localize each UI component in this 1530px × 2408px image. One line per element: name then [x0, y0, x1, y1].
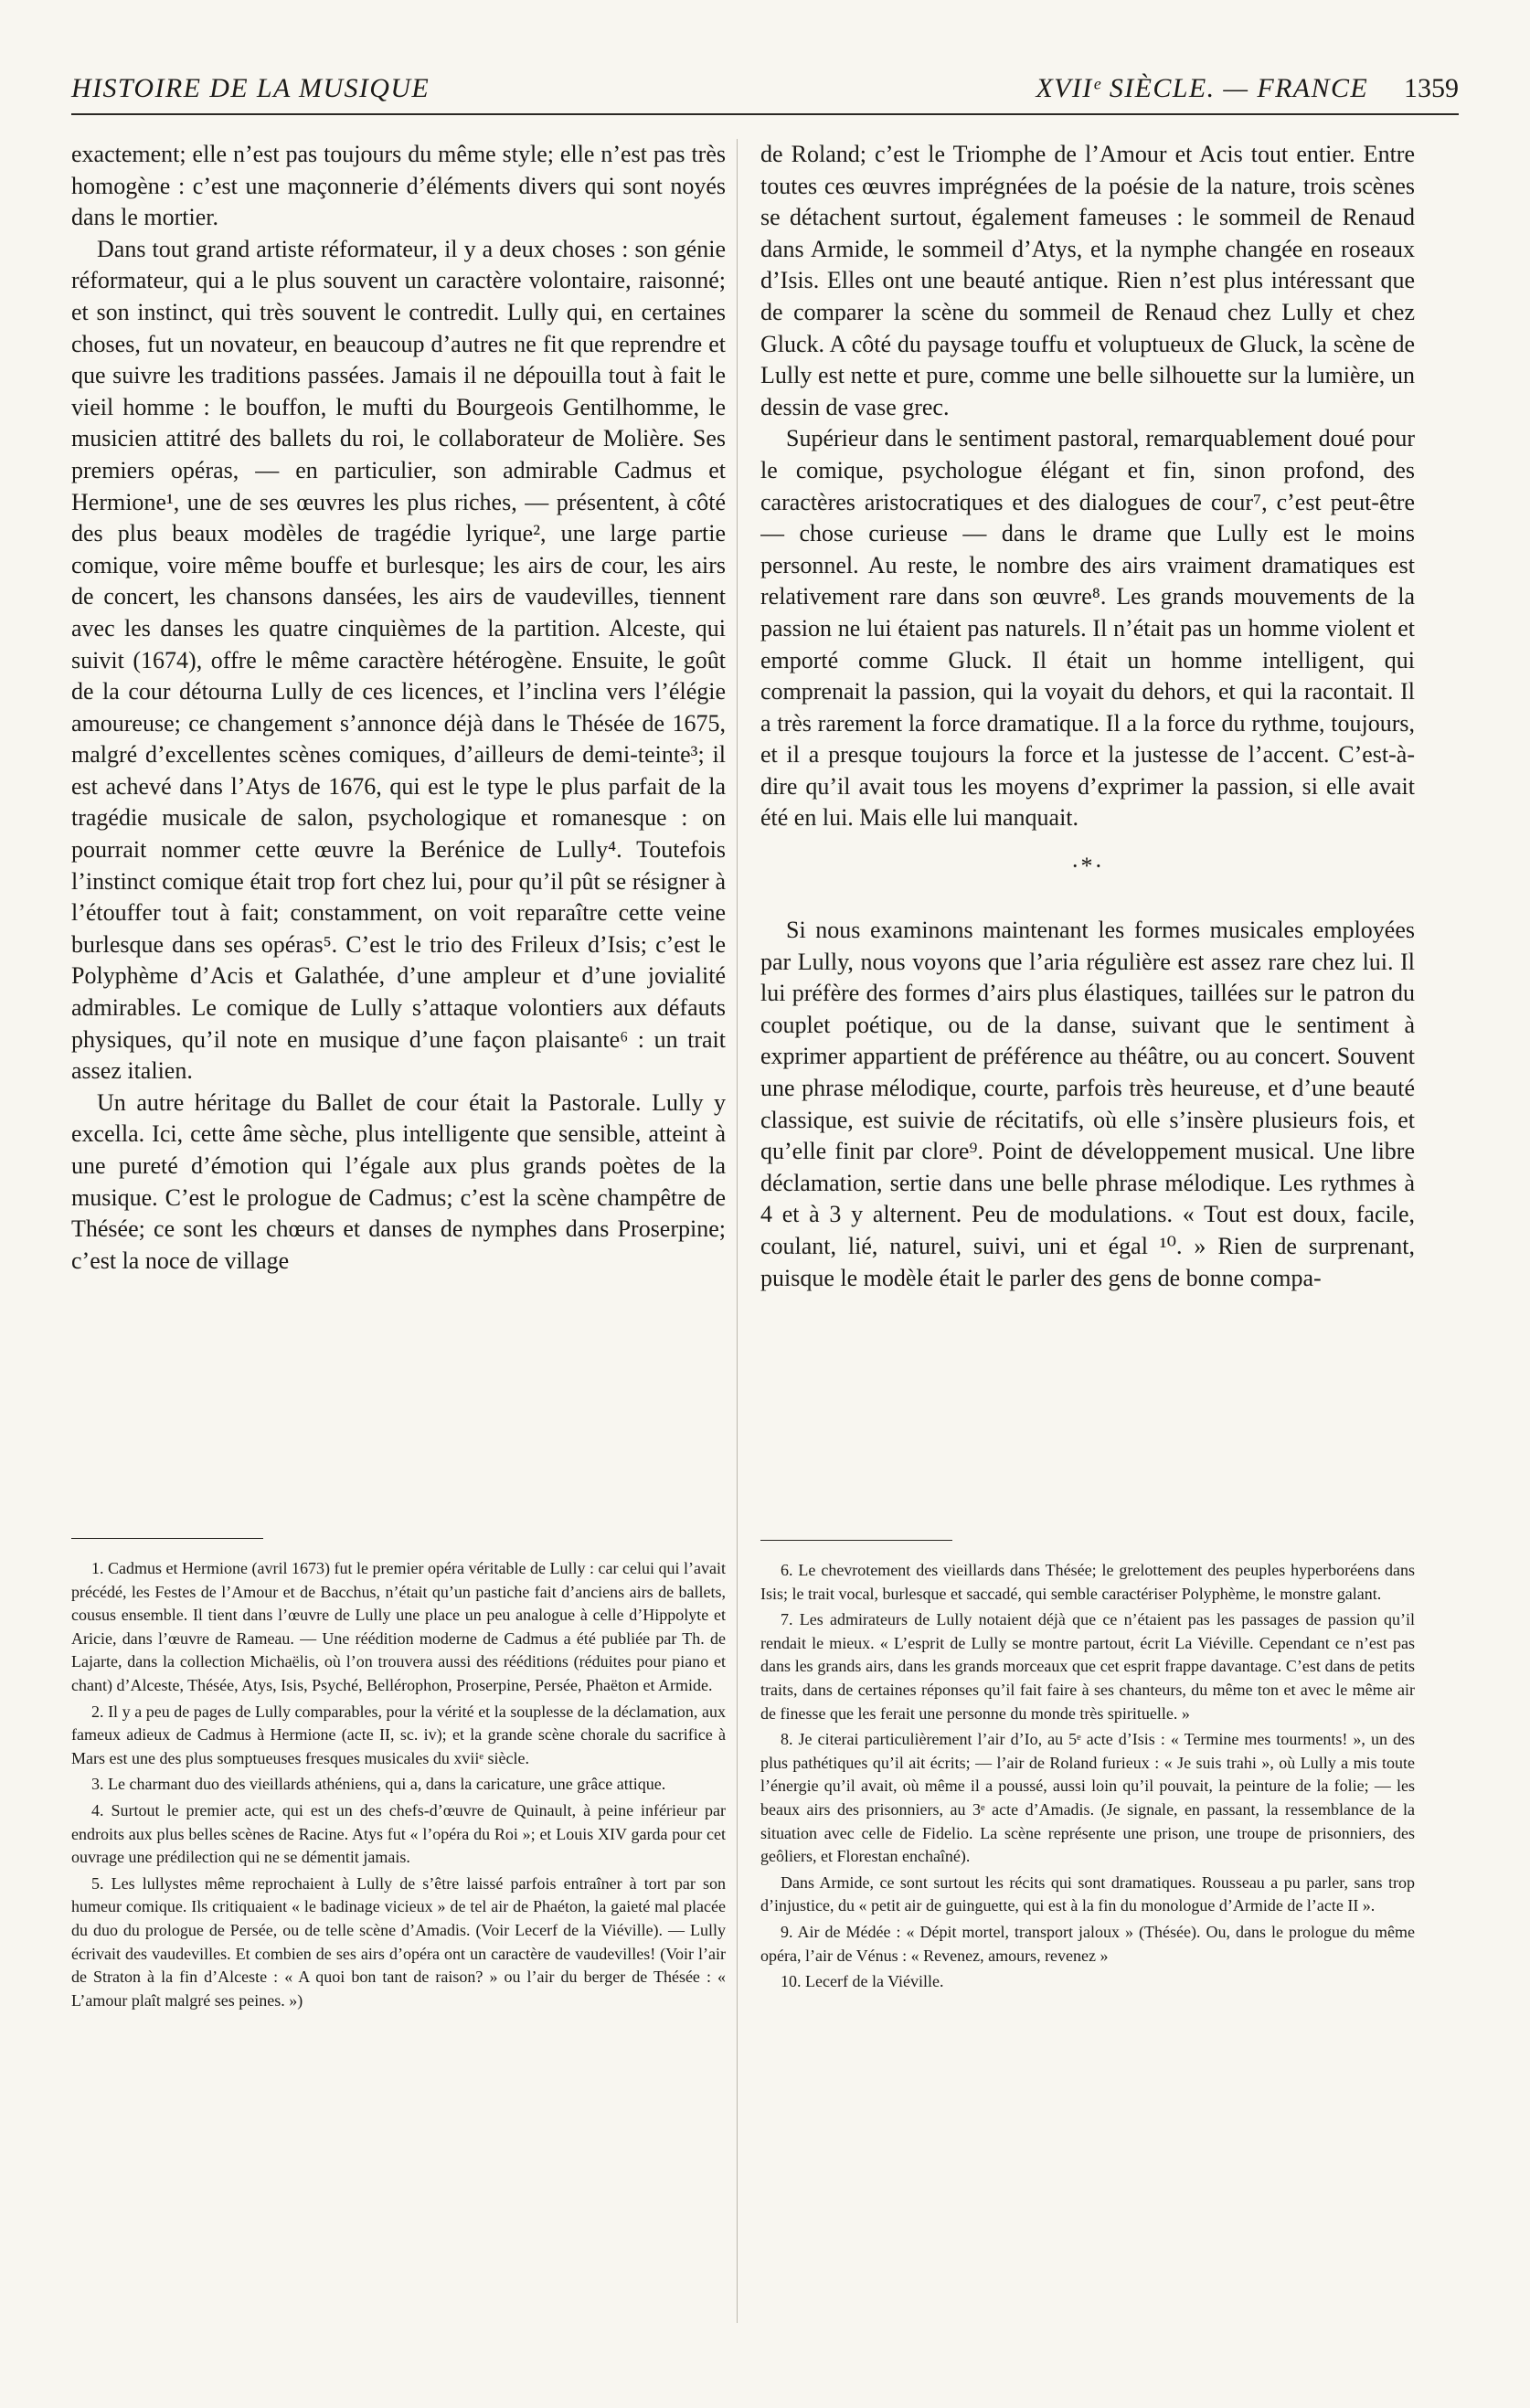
- footnote: 3. Le charmant duo des vieillards athéniens, qui a, dans la caricature, une grâce attique.: [91, 1775, 666, 1794]
- paragraph: exactement; elle n’est pas toujours du même style; elle n’est pas très homogène : c’est une maçonnerie d’éléments divers qui sont noyés dans le mortier.: [71, 141, 726, 231]
- left-body-text: [71, 139, 726, 1514]
- footnote: 9. Air de Médée : « Dépit mortel, transport jaloux » (Thésée). Ou, dans le prologue du même opéra, l’air de Vénus : « Revenez, amours, revenez »: [760, 1922, 1415, 1965]
- page-number: 1359: [1404, 73, 1459, 103]
- footnote: Dans Armide, ce sont surtout les récits qui sont dramatiques. Rousseau a pu parler, sans trop d’injustice, du « petit air de guinguette, qui est à la fin du monologue d’Armide de l’acte II ».: [760, 1872, 1415, 1915]
- footnote: 6. Le chevrotement des vieillards dans Thésée; le grelottement des peuples hyperboréens dans Isis; le trait vocal, burlesque et saccadé, qui semble caractériser Polyphème, le monstre galant.: [760, 1561, 1415, 1603]
- right-body-text: [760, 139, 1415, 1516]
- footnote: 1. Cadmus et Hermione (avril 1673) fut le premier opéra véritable de Lully : car celui qui l’avait précédé, les Festes de l’Amour et de Bacchus, n’était qu’un pastiche fait d’anciens airs de ballets, cousus ensemble. Il tient dans l’œuvre de Lully une place un peu analogue à celle d’Hippolyte et Aricie, dans l’œuvre de Rameau. — Une réédition moderne de Cadmus a été publiée par Th. de Lajarte, dans la collection Michaëlis, où l’on trouvera aussi des rééditions (réduites pour piano et chant) d’Alceste, Thésée, Atys, Isis, Psyché, Bellérophon, Proserpine, Persée, Phaëton et Armide.: [71, 1559, 726, 1694]
- footnote: 8. Je citerai particulièrement l’air d’Io, au 5ᵉ acte d’Isis : « Termine mes tourments! », un des plus pathétiques qu’il ait écrits; — l’air de Roland furieux : « Je suis trahi », où Lully a mis toute l’énergie qu’il avait, où même il a poussé, aussi loin qu’il pouvait, la peinture de la folie; — les beaux airs des prisonniers, au 3ᵉ acte d’Amadis. (Je signale, en passant, la ressemblance de la situation avec celle de Fidelio. La scène représente une prison, une troupe de prisonniers, des geôliers, et Florestan enchaîné).: [760, 1730, 1415, 1866]
- right-footnotes: [760, 1559, 1415, 1994]
- footnote: 7. Les admirateurs de Lully notaient déjà que ce n’étaient pas les passages de passion qu’il rendait le mieux. « L’esprit de Lully se montre partout, écrit La Viéville. Cependant ce n’est pas dans les grands airs, dans les grands morceaux que cet esprit frappe davantage. C’est dans de petits traits, dans de certaines réponses qu’il fait faire à ses chanteurs, du même ton et avec le même air de finesse que les ferait une personne du monde très spirituelle. »: [760, 1610, 1415, 1723]
- paragraph: Un autre héritage du Ballet de cour était la Pastorale. Lully y excella. Ici, cette âme sèche, plus intelligente que sensible, atteint à une pureté d’émotion qui l’égale aux plus grands poètes de la musique. C’est le prologue de Cadmus; c’est la scène champêtre de Thésée; ce sont les chœurs et danses de nymphes dans Proserpine; c’est la noce de village: [71, 1088, 726, 1274]
- paragraph: de Roland; c’est le Triomphe de l’Amour et Acis tout entier. Entre toutes ces œuvres imprégnées de la poésie de la nature, trois scènes se détachent surtout, également fameuses : le sommeil de Renaud dans Armide, le sommeil d’Atys, et la nymphe changée en roseaux d’Isis. Elles ont une beauté antique. Rien n’est plus intéressant que de comparer la scène du sommeil de Renaud chez Lully et chez Gluck. A côté du paysage touffu et voluptueux de Gluck, la scène de Lully est nette et pure, comme une belle silhouette sur la lumière, un dessin de vase grec.: [760, 141, 1415, 420]
- running-head: [71, 73, 1459, 115]
- asterism-separator: ·*·: [1070, 853, 1105, 880]
- footnote-separator: [71, 1538, 263, 1539]
- footnote: 2. Il y a peu de pages de Lully comparables, pour la vérité et la souplesse de la déclamation, aux fameux adieux de Cadmus à Hermione (acte II, sc. iv); et la grande scène chorale du sacrifice à Mars est une des plus somptueuses fresques musicales du xviiᵉ siècle.: [71, 1702, 726, 1767]
- footnote: 10. Lecerf de la Viéville.: [781, 1972, 944, 1991]
- footnote: 5. Les lullystes même reprochaient à Lully de s’être laissé parfois entraîner à tort par son humeur comique. Ils critiquaient « le badinage vicieux » de tel air de Phaéton, la gaieté mal placée du duo du prologue de Persée, ou de telle scène d’Amadis. (Voir Lecerf de la Viéville). — Lully écrivait des vaudevilles. Et combien de ses airs d’opéra ont un caractère de vaudevilles! (Voir l’air de Straton à la fin d’Alceste : « A quoi bon tant de raison? » ou l’air du berger de Thésée : « L’amour plaît malgré ses peines. »): [71, 1873, 726, 2010]
- running-head-century: XVIIᵉ SIÈCLE. — FRANCE: [1036, 73, 1369, 103]
- paragraph: Si nous examinons maintenant les formes musicales employées par Lully, nous voyons que l’aria régulière est assez rare chez lui. Il lui préfère des formes d’airs plus élastiques, taillées sur le patron du couplet poétique, ou de la danse, suivant que le sentiment à exprimer appartient de préférence au théâtre, ou au concert. Souvent une phrase mélodique, courte, parfois très heureuse, et d’une beauté classique, est suivie de récitatifs, où elle s’insère plusieurs fois, et qu’elle finit par clore⁹. Point de développement musical. Une libre déclamation, sertie dans une belle phrase mélodique. Les rythmes à 4 et à 3 y alternent. Peu de modulations. « Tout est doux, facile, coulant, lié, naturel, suivi, uni et égal ¹⁰. » Rien de surprenant, puisque le modèle était le parler des gens de bonne compa-: [760, 917, 1415, 1291]
- left-column: [71, 139, 726, 2015]
- running-head-section: [1036, 73, 1459, 104]
- column-rule: [737, 139, 738, 2323]
- running-head-title: HISTOIRE DE LA MUSIQUE: [71, 73, 430, 103]
- footnote: 4. Surtout le premier acte, qui est un des chefs-d’œuvre de Quinault, à peine inférieur par endroits aux plus belles scènes de Racine. Atys fut « l’opéra du Roi »; et Louis XIV garda pour cet ouvrage une prédilection qui ne se démentit jamais.: [71, 1800, 726, 1867]
- right-column: [760, 139, 1415, 1997]
- footnote-separator: [760, 1540, 952, 1541]
- paragraph: Dans tout grand artiste réformateur, il y a deux choses : son génie réformateur, qui a le plus souvent un caractère volontaire, raisonné; et son instinct, qui très souvent le contredit. Lully qui, en certaines choses, fut un novateur, en beaucoup d’autres ne fit que reprendre et que suivre les traditions passées. Jamais il ne dépouilla tout à fait le vieil homme : le bouffon, le mufti du Bourgeois Gentilhomme, le musicien attitré des ballets du roi, le collaborateur de Molière. Ses premiers opéras, — en particulier, son admirable Cadmus et Hermione¹, une de ses œuvres les plus riches, — présentent, à côté des plus beaux modèles de tragédie lyrique², une large partie comique, voire même bouffe et burlesque; les airs de cour, les airs de concert, les chansons dansées, les airs de vaudevilles, tiennent avec les danses les quatre cinquièmes de la partition. Alceste, qui suivit (1674), offre le même caractère hétérogène. Ensuite, le goût de la cour détourna Lully de ces licences, et l’inclina vers l’élégie amoureuse; ce changement s’annonce déjà dans le Thésée de 1675, malgré d’excellentes scènes comiques, d’ailleurs de demi-teinte³; il est achevé dans l’Atys de 1676, qui est le type le plus parfait de la tragédie musicale de salon, psychologique et romanesque : on pourrait nommer cette œuvre la Berénice de Lully⁴. Toutefois l’instinct comique était trop fort chez lui, pour qu’il pût se résigner à l’étouffer tout à fait; constamment, on voit reparaître cette veine burlesque dans ses opéras⁵. C’est le trio des Frileux d’Isis; c’est le Polyphème d’Acis et Galathée, d’une ampleur et d’une jovialité admirables. Le comique de Lully s’attaque volontiers aux défauts physiques, qu’il note en musique d’une façon plaisante⁶ : un trait assez italien.: [71, 235, 726, 1085]
- left-footnotes: [71, 1557, 726, 2012]
- paragraph: Supérieur dans le sentiment pastoral, remarquablement doué pour le comique, psychologue élégant et fin, sinon profond, des caractères aristocratiques et des dialogues de cour⁷, c’est peut-être — chose curieuse — dans le drame que Lully est le moins personnel. Au reste, le nombre des airs vraiment dramatiques est relativement rare dans son œuvre⁸. Les grands mouvements de la passion ne lui étaient pas naturels. Il n’était pas un homme violent et emporté comme Gluck. Il était un homme intelligent, qui comprenait la passion, qui la voyait du dehors, et qui la racontait. Il a très rarement la force dramatique. Il a la force du rythme, toujours, et il a presque toujours la force et la justesse de l’accent. C’est-à-dire qu’il avait tous les moyens d’exprimer la passion, si elle avait été en lui. Mais elle lui manquait.: [760, 425, 1415, 832]
